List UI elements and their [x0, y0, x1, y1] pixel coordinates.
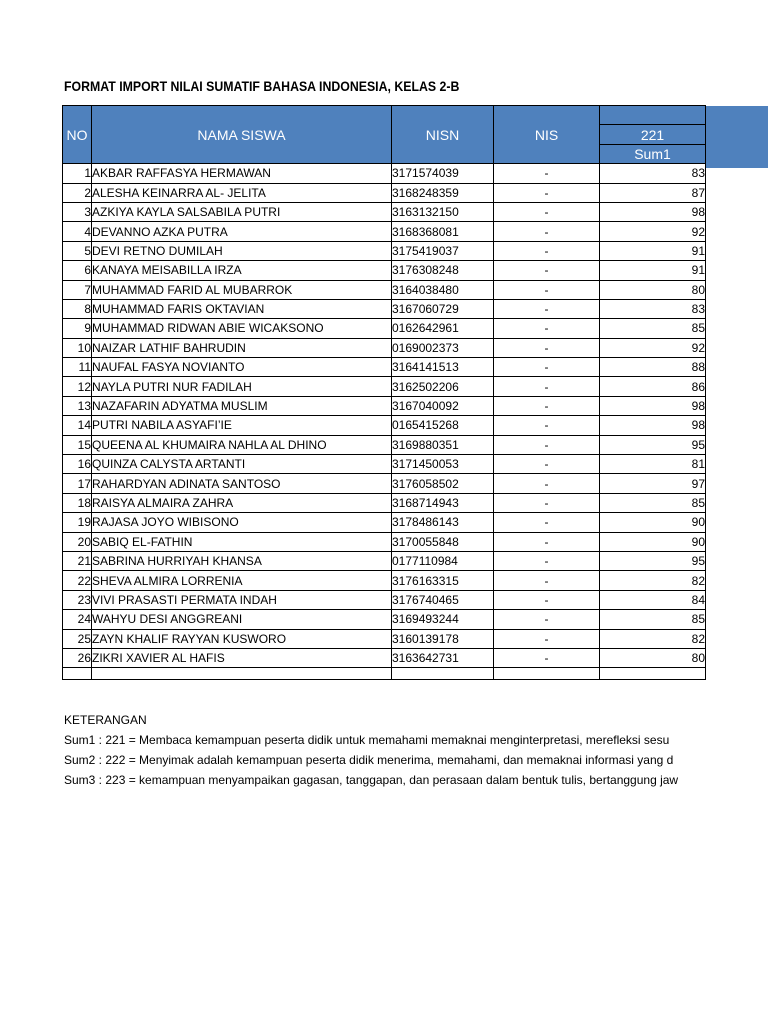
student-nis-cell[interactable]: - [494, 513, 600, 532]
table-row [63, 610, 706, 629]
row-number-cell[interactable]: 9 [63, 319, 92, 338]
student-nis-cell[interactable]: - [494, 261, 600, 280]
row-number-cell[interactable]: 25 [63, 629, 92, 648]
row-number-cell[interactable]: 22 [63, 571, 92, 590]
table-row [63, 338, 706, 357]
table-row [63, 319, 706, 338]
table-row [63, 280, 706, 299]
empty-cell[interactable] [63, 668, 92, 680]
grade-table [62, 105, 706, 680]
table-body [63, 164, 706, 680]
student-nis-cell[interactable]: - [494, 571, 600, 590]
header-nis[interactable]: NIS [494, 106, 600, 164]
table-row [63, 183, 706, 202]
header-extension-cell[interactable] [705, 106, 768, 168]
student-nisn-cell[interactable]: 3175419037 [392, 241, 494, 260]
student-name-cell[interactable]: NAZAFARIN ADYATMA MUSLIM [92, 396, 392, 415]
row-number-cell[interactable]: 19 [63, 513, 92, 532]
header-sum-code[interactable]: 221 [600, 125, 706, 144]
student-name-cell[interactable]: PUTRI NABILA ASYAFI’IE [92, 416, 392, 435]
table-row [63, 358, 706, 377]
row-number-cell[interactable]: 4 [63, 222, 92, 241]
student-nisn-cell[interactable]: 3176740465 [392, 590, 494, 609]
student-nisn-cell[interactable]: 3163132150 [392, 202, 494, 221]
row-number-cell[interactable]: 26 [63, 648, 92, 667]
student-name-cell[interactable]: MUHAMMAD FARIS OKTAVIAN [92, 299, 392, 318]
student-name-cell[interactable]: DEVANNO AZKA PUTRA [92, 222, 392, 241]
header-no[interactable]: NO [63, 106, 92, 164]
student-nisn-cell[interactable]: 3176058502 [392, 474, 494, 493]
empty-cell[interactable] [392, 668, 494, 680]
row-number-cell[interactable]: 7 [63, 280, 92, 299]
sum1-score-cell[interactable]: 91 [600, 261, 706, 280]
row-number-cell[interactable]: 5 [63, 241, 92, 260]
student-nis-cell[interactable]: - [494, 241, 600, 260]
table-row [63, 532, 706, 551]
empty-cell[interactable] [92, 668, 392, 680]
table-row [63, 648, 706, 667]
table-row [63, 202, 706, 221]
notes-section [64, 710, 705, 790]
sum1-score-cell[interactable]: 98 [600, 416, 706, 435]
table-row [63, 222, 706, 241]
row-number-cell[interactable]: 15 [63, 435, 92, 454]
student-nisn-cell[interactable]: 3167060729 [392, 299, 494, 318]
student-nisn-cell[interactable]: 3170055848 [392, 532, 494, 551]
student-name-cell[interactable]: ZIKRI XAVIER AL HAFIS [92, 648, 392, 667]
sum1-score-cell[interactable]: 80 [600, 648, 706, 667]
student-nis-cell[interactable]: - [494, 299, 600, 318]
header-nisn[interactable]: NISN [392, 106, 494, 164]
student-name-cell[interactable]: VIVI PRASASTI PERMATA INDAH [92, 590, 392, 609]
sum1-score-cell[interactable]: 95 [600, 435, 706, 454]
sum1-score-cell[interactable]: 92 [600, 338, 706, 357]
student-nis-cell[interactable]: - [494, 280, 600, 299]
student-nisn-cell[interactable]: 0169002373 [392, 338, 494, 357]
table-row [63, 474, 706, 493]
student-nis-cell[interactable]: - [494, 532, 600, 551]
student-nis-cell[interactable]: - [494, 202, 600, 221]
table-row [63, 571, 706, 590]
sum1-score-cell[interactable]: 85 [600, 610, 706, 629]
student-nis-cell[interactable]: - [494, 474, 600, 493]
student-nisn-cell[interactable]: 3178486143 [392, 513, 494, 532]
header-nama-siswa[interactable]: NAMA SISWA [92, 106, 392, 164]
student-nisn-cell[interactable]: 3176308248 [392, 261, 494, 280]
student-nis-cell[interactable]: - [494, 319, 600, 338]
sum1-score-cell[interactable]: 90 [600, 513, 706, 532]
row-number-cell[interactable]: 1 [63, 164, 92, 183]
student-nisn-cell[interactable]: 0177110984 [392, 551, 494, 570]
student-name-cell[interactable]: RAISYA ALMAIRA ZAHRA [92, 493, 392, 512]
sum1-score-cell[interactable]: 95 [600, 551, 706, 570]
student-nisn-cell[interactable]: 0165415268 [392, 416, 494, 435]
student-nisn-cell[interactable]: 3168248359 [392, 183, 494, 202]
student-nis-cell[interactable]: - [494, 377, 600, 396]
student-nisn-cell[interactable]: 3167040092 [392, 396, 494, 415]
student-name-cell[interactable]: MUHAMMAD RIDWAN ABIE WICAKSONO [92, 319, 392, 338]
table-row [63, 261, 706, 280]
student-name-cell[interactable]: WAHYU DESI ANGGREANI [92, 610, 392, 629]
student-name-cell[interactable]: QUEENA AL KHUMAIRA NAHLA AL DHINO [92, 435, 392, 454]
student-nisn-cell[interactable]: 3164141513 [392, 358, 494, 377]
note-line-sum2: Sum2 : 222 = Menyimak adalah kemampuan peserta didik menerima, memahami, dan memaknai informasi yang d [64, 753, 674, 767]
student-name-cell[interactable]: NAYLA PUTRI NUR FADILAH [92, 377, 392, 396]
row-number-cell[interactable]: 17 [63, 474, 92, 493]
student-nis-cell[interactable]: - [494, 164, 600, 183]
sum1-score-cell[interactable]: 82 [600, 629, 706, 648]
student-nis-cell[interactable]: - [494, 396, 600, 415]
student-nis-cell[interactable]: - [494, 493, 600, 512]
student-nisn-cell[interactable]: 3168368081 [392, 222, 494, 241]
student-name-cell[interactable]: MUHAMMAD FARID AL MUBARROK [92, 280, 392, 299]
row-number-cell[interactable]: 24 [63, 610, 92, 629]
student-nis-cell[interactable]: - [494, 183, 600, 202]
student-name-cell[interactable]: QUINZA CALYSTA ARTANTI [92, 455, 392, 474]
sum1-score-cell[interactable]: 82 [600, 571, 706, 590]
header-group-cell[interactable] [600, 106, 706, 125]
sum1-score-cell[interactable]: 85 [600, 493, 706, 512]
sum1-score-cell[interactable]: 98 [600, 202, 706, 221]
student-nis-cell[interactable]: - [494, 222, 600, 241]
student-nis-cell[interactable]: - [494, 416, 600, 435]
table-row [63, 416, 706, 435]
student-name-cell[interactable]: KANAYA MEISABILLA IRZA [92, 261, 392, 280]
row-number-cell[interactable]: 18 [63, 493, 92, 512]
sum1-score-cell[interactable]: 83 [600, 299, 706, 318]
table-row [63, 396, 706, 415]
student-name-cell[interactable]: ALESHA KEINARRA AL- JELITA [92, 183, 392, 202]
sum1-score-cell[interactable]: 87 [600, 183, 706, 202]
student-nisn-cell[interactable]: 3169880351 [392, 435, 494, 454]
student-nisn-cell[interactable]: 3162502206 [392, 377, 494, 396]
sum1-score-cell[interactable]: 84 [600, 590, 706, 609]
sum1-score-cell[interactable]: 98 [600, 396, 706, 415]
notes-heading: KETERANGAN [64, 713, 147, 727]
student-nis-cell[interactable]: - [494, 455, 600, 474]
student-nisn-cell[interactable]: 3171574039 [392, 164, 494, 183]
student-name-cell[interactable]: NAUFAL FASYA NOVIANTO [92, 358, 392, 377]
empty-cell[interactable] [600, 668, 706, 680]
sum1-score-cell[interactable]: 92 [600, 222, 706, 241]
sum1-score-cell[interactable]: 85 [600, 319, 706, 338]
sum1-score-cell[interactable]: 83 [600, 164, 706, 183]
table-row [63, 241, 706, 260]
row-number-cell[interactable]: 3 [63, 202, 92, 221]
note-line-sum1: Sum1 : 221 = Membaca kemampuan peserta didik untuk memahami memaknai menginterpretasi, merefleksi sesu [64, 733, 670, 747]
sum1-score-cell[interactable]: 97 [600, 474, 706, 493]
student-nisn-cell[interactable]: 3160139178 [392, 629, 494, 648]
student-nis-cell[interactable]: - [494, 590, 600, 609]
row-number-cell[interactable]: 2 [63, 183, 92, 202]
table-row-empty [63, 668, 706, 680]
row-number-cell[interactable]: 20 [63, 532, 92, 551]
table-row [63, 513, 706, 532]
row-number-cell[interactable]: 10 [63, 338, 92, 357]
row-number-cell[interactable]: 13 [63, 396, 92, 415]
table-row [63, 435, 706, 454]
student-nisn-cell[interactable]: 3168714943 [392, 493, 494, 512]
row-number-cell[interactable]: 16 [63, 455, 92, 474]
student-nisn-cell[interactable]: 3176163315 [392, 571, 494, 590]
header-sum-label[interactable]: Sum1 [600, 144, 706, 163]
student-name-cell[interactable]: RAHARDYAN ADINATA SANTOSO [92, 474, 392, 493]
table-row [63, 455, 706, 474]
row-number-cell[interactable]: 23 [63, 590, 92, 609]
sum1-score-cell[interactable]: 80 [600, 280, 706, 299]
table-row [63, 493, 706, 512]
sum1-score-cell[interactable]: 86 [600, 377, 706, 396]
student-nisn-cell[interactable]: 3171450053 [392, 455, 494, 474]
student-name-cell[interactable]: RAJASA JOYO WIBISONO [92, 513, 392, 532]
sum1-score-cell[interactable]: 88 [600, 358, 706, 377]
sheet-title: FORMAT IMPORT NILAI SUMATIF BAHASA INDONESIA, KELAS 2-B [64, 78, 460, 94]
student-name-cell[interactable]: SABRINA HURRIYAH KHANSA [92, 551, 392, 570]
student-nis-cell[interactable]: - [494, 629, 600, 648]
student-name-cell[interactable]: ZAYN KHALIF RAYYAN KUSWORO [92, 629, 392, 648]
student-name-cell[interactable]: DEVI RETNO DUMILAH [92, 241, 392, 260]
student-name-cell[interactable]: AKBAR RAFFASYA HERMAWAN [92, 164, 392, 183]
student-name-cell[interactable]: SABIQ EL-FATHIN [92, 532, 392, 551]
student-nis-cell[interactable]: - [494, 338, 600, 357]
row-number-cell[interactable]: 14 [63, 416, 92, 435]
student-name-cell[interactable]: NAIZAR LATHIF BAHRUDIN [92, 338, 392, 357]
table-row [63, 551, 706, 570]
student-nisn-cell[interactable]: 3163642731 [392, 648, 494, 667]
table-row [63, 629, 706, 648]
student-nisn-cell[interactable]: 3169493244 [392, 610, 494, 629]
row-number-cell[interactable]: 12 [63, 377, 92, 396]
sum1-score-cell[interactable]: 91 [600, 241, 706, 260]
student-nis-cell[interactable]: - [494, 648, 600, 667]
sum1-score-cell[interactable]: 81 [600, 455, 706, 474]
row-number-cell[interactable]: 6 [63, 261, 92, 280]
student-nis-cell[interactable]: - [494, 610, 600, 629]
empty-cell[interactable] [494, 668, 600, 680]
table-row [63, 164, 706, 183]
student-nis-cell[interactable]: - [494, 551, 600, 570]
student-nisn-cell[interactable]: 3164038480 [392, 280, 494, 299]
student-nisn-cell[interactable]: 0162642961 [392, 319, 494, 338]
row-number-cell[interactable]: 8 [63, 299, 92, 318]
row-number-cell[interactable]: 11 [63, 358, 92, 377]
student-name-cell[interactable]: SHEVA ALMIRA LORRENIA [92, 571, 392, 590]
student-name-cell[interactable]: AZKIYA KAYLA SALSABILA PUTRI [92, 202, 392, 221]
table-row [63, 299, 706, 318]
student-nis-cell[interactable]: - [494, 358, 600, 377]
note-line-sum3: Sum3 : 223 = kemampuan menyampaikan gagasan, tanggapan, dan perasaan dalam bentuk tulis, bertanggung jaw [64, 773, 679, 787]
table-row [63, 590, 706, 609]
row-number-cell[interactable]: 21 [63, 551, 92, 570]
sum1-score-cell[interactable]: 90 [600, 532, 706, 551]
student-nis-cell[interactable]: - [494, 435, 600, 454]
table-row [63, 377, 706, 396]
